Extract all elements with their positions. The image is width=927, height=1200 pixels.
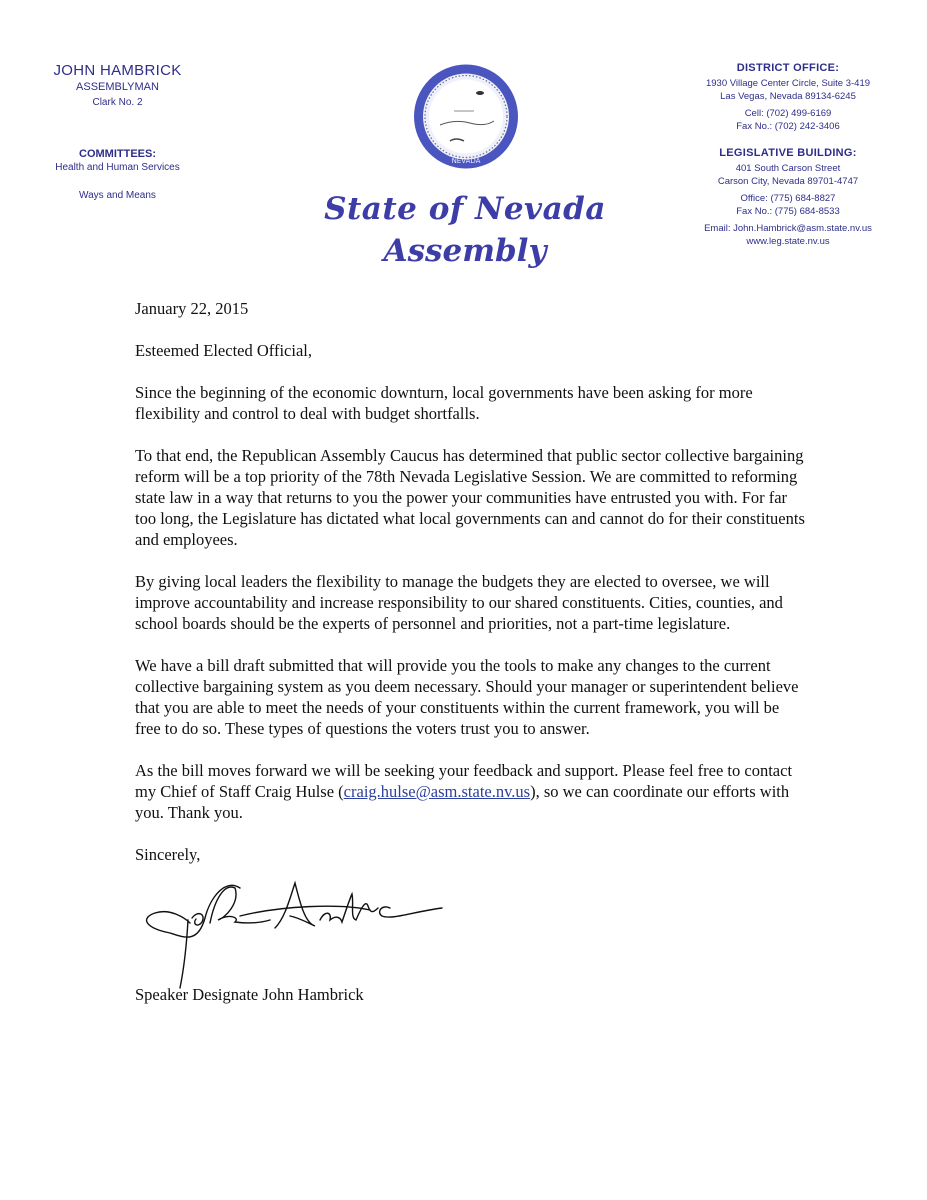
- member-title: ASSEMBLYMAN: [76, 81, 159, 93]
- title-assembly: Assembly: [383, 233, 547, 269]
- legislative-address-line2: Carson City, Nevada 89701-4747: [717, 176, 859, 187]
- member-district: Clark No. 2: [92, 97, 143, 108]
- letter-date: January 22, 2015: [135, 299, 249, 318]
- chief-of-staff-email-link[interactable]: craig.hulse@asm.state.nv.us: [343, 782, 531, 801]
- closing: Sincerely,: [135, 845, 201, 864]
- district-fax: Fax No.: (702) 242-3406: [736, 121, 840, 132]
- paragraph: Since the beginning of the economic downturn, local governments have been asking for more flexibility and control to deal with budget shortfalls.: [135, 383, 753, 423]
- letterhead-right: [686, 62, 890, 248]
- seal-text: NEVADA: [451, 157, 481, 165]
- district-address-line1: 1930 Village Center Circle, Suite 3-419: [705, 78, 871, 89]
- handwritten-signature-icon: [140, 878, 470, 993]
- letter-body: [135, 298, 805, 886]
- salutation: Esteemed Elected Official,: [135, 341, 312, 360]
- paragraph-text: ), so we can coordinate our efforts with you. Thank you.: [135, 782, 790, 822]
- paragraph: We have a bill draft submitted that will provide you the tools to make any changes to the current collective bargaining system as you deem necessary. Should your manager or superintendent believe that you are able to meet the needs of your constituents within the current framework, you will be free to do so. These types of questions the voters trust you to answer.: [135, 656, 799, 738]
- district-address-line2: Las Vegas, Nevada 89134-6245: [720, 91, 856, 102]
- signer-name: Speaker Designate John Hambrick: [135, 985, 364, 1004]
- letterhead-left: [40, 62, 195, 218]
- district-office-heading: DISTRICT OFFICE:: [736, 62, 840, 74]
- legislative-building-heading: LEGISLATIVE BUILDING:: [719, 147, 857, 159]
- legislative-office-phone: Office: (775) 684-8827: [740, 193, 836, 204]
- paragraph: To that end, the Republican Assembly Caucus has determined that public sector collective bargaining reform will be a top priority of the 78th Nevada Legislative Session. We are committed to reforming state law in a way that returns to you the power your communities have entrusted you with. For far too long, the Legislature has dictated what local governments can and cannot do for their constituents and employees.: [135, 446, 805, 549]
- legislative-fax: Fax No.: (775) 684-8533: [736, 206, 840, 217]
- committee-item: Health and Human Services: [55, 162, 180, 173]
- title-state-of-nevada: State of Nevada: [324, 191, 606, 227]
- paragraph: By giving local leaders the flexibility to manage the budgets they are elected to oversee, we will improve accountability and increase responsibility to our shared constituents. Cities, counties, and school boards should be the experts of personnel and priorities, not a part-time legislature.: [135, 572, 783, 633]
- paragraph-text: As the bill moves forward we will be seeking your feedback and support. Please feel free to contact my Chief of Staff Craig Hulse (: [135, 761, 793, 801]
- paragraph: [135, 760, 805, 823]
- district-cell: Cell: (702) 499-6169: [744, 108, 832, 119]
- legislative-address-line1: 401 South Carson Street: [735, 163, 841, 174]
- email-address: Email: John.Hambrick@asm.state.nv.us: [704, 223, 872, 234]
- member-name: JOHN HAMBRICK: [53, 62, 182, 79]
- committee-item: Ways and Means: [79, 190, 156, 201]
- committees-heading: COMMITTEES:: [79, 148, 156, 160]
- website: www.leg.state.nv.us: [746, 236, 830, 247]
- nevada-state-seal-icon: [410, 63, 522, 170]
- assembly-title: [320, 192, 610, 268]
